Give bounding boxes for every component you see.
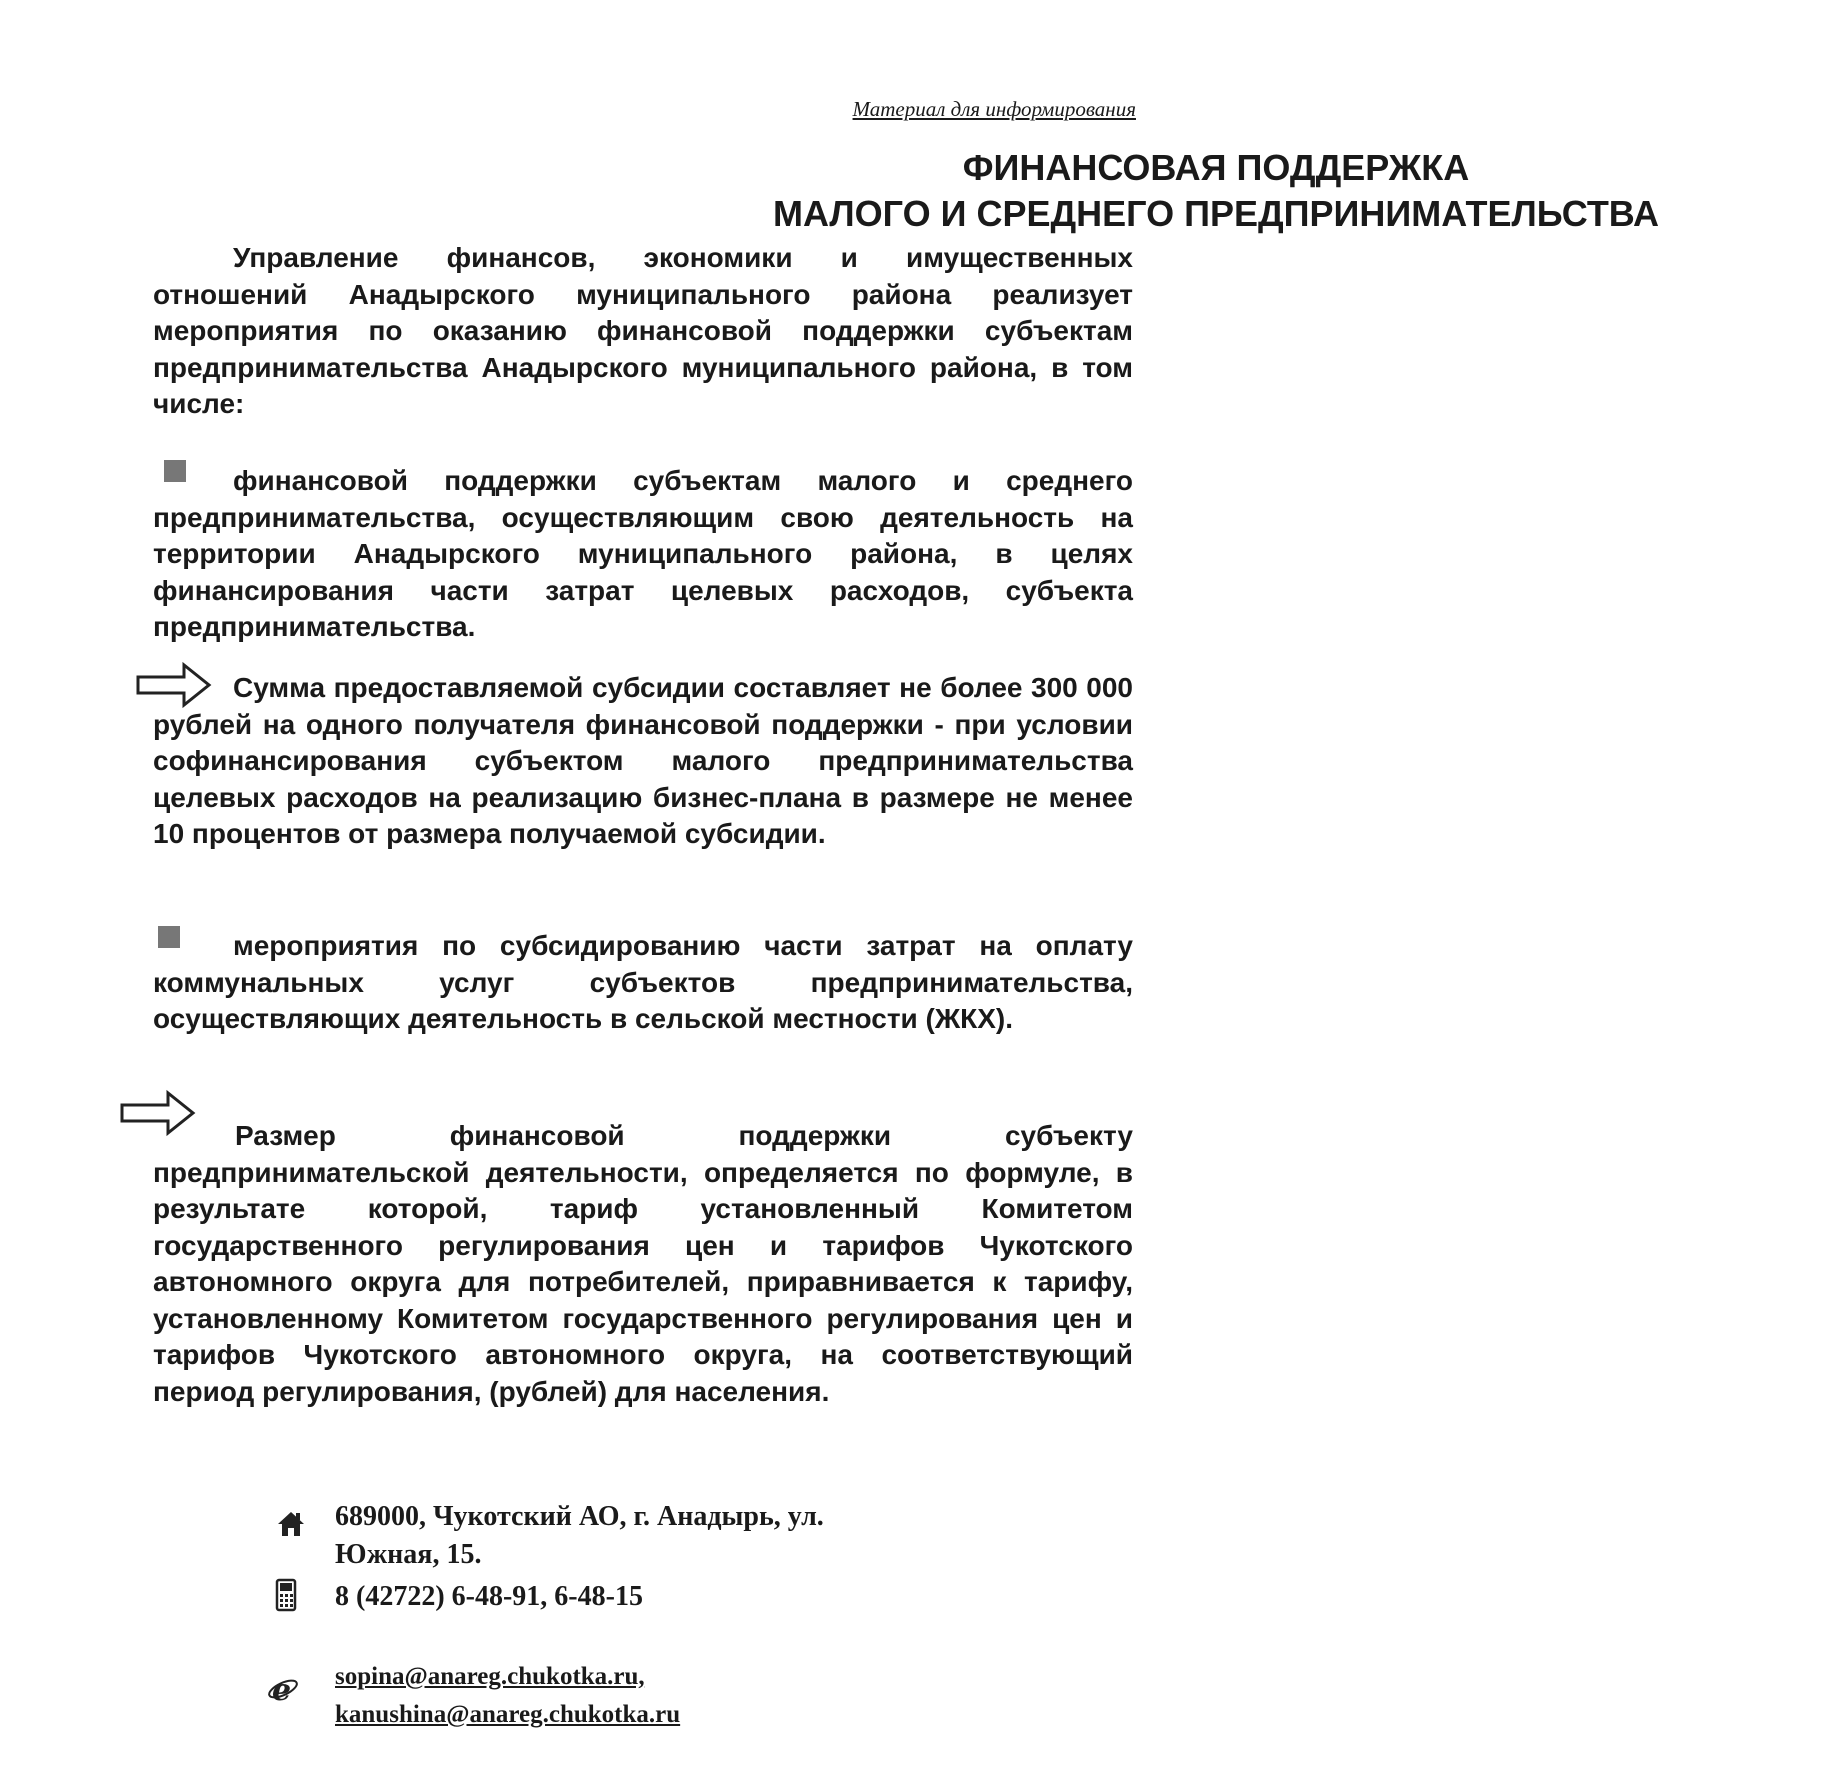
svg-text:e: e xyxy=(272,1673,292,1708)
house-icon xyxy=(276,1510,306,1538)
support-size-paragraph: Размер финансовой поддержки субъекту предпринимательской деятельности, определяется по формуле, в результате которой, тариф установленный Комитетом государственного регулирования цен и тарифов Чукотского автономного округа для потребителей, приравнивается к тарифу, установленному Комитетом государственного регулирования цен и тарифов Чукотского автономного округа, на соответствующий период регулирования, (рублей) для населения. xyxy=(153,1120,1133,1407)
title-line-2: МАЛОГО И СРЕДНЕГО ПРЕДПРИНИМАТЕЛЬСТВА xyxy=(772,193,1660,234)
subsidy-amount-paragraph: Сумма предоставляемой субсидии составляет не более 300 000 рублей на одного получателя финансовой поддержки - при условии софинансирования субъектом малого предпринимательства целевых расходов на реализацию бизнес-плана в размере не менее 10 процентов от размера получаемой субсидии. xyxy=(153,672,1133,849)
email-link-2[interactable]: kanushina@anareg.chukotka.ru xyxy=(335,1701,681,1728)
phone-icon xyxy=(274,1578,298,1612)
address xyxy=(335,1498,1035,1574)
support-item-2: мероприятия по субсидированию части затрат на оплату коммунальных услуг субъектов предпринимательства, осуществляющих деятельность в сельской местности (ЖКХ). xyxy=(153,930,1133,1034)
internet-explorer-icon xyxy=(266,1672,300,1706)
email-link-1[interactable]: sopina@anareg.chukotka.ru, xyxy=(335,1663,645,1690)
info-note: Материал для информирования xyxy=(852,97,1136,121)
support-item-1: финансовой поддержки субъектам малого и среднего предпринимательства, осуществляющим свою деятельность на территории Анадырского муниципального района, в целях финансирования части затрат целевых расходов, субъекта предпринимательства. xyxy=(153,465,1133,642)
phone-numbers: 8 (42722) 6-48-91, 6-48-15 xyxy=(335,1581,643,1612)
address-line-1: 689000, Чукотский АО, г. Анадырь, ул. xyxy=(335,1501,824,1532)
title-line-1: ФИНАНСОВАЯ ПОДДЕРЖКА xyxy=(962,147,1470,188)
address-line-2: Южная, 15. xyxy=(335,1539,482,1570)
email-addresses xyxy=(335,1658,1035,1734)
intro-paragraph: Управление финансов, экономики и имущественных отношений Анадырского муниципального района реализует мероприятия по оказанию финансовой поддержки субъектам предпринимательства Анадырского муниципального района, в том числе: xyxy=(153,242,1133,419)
